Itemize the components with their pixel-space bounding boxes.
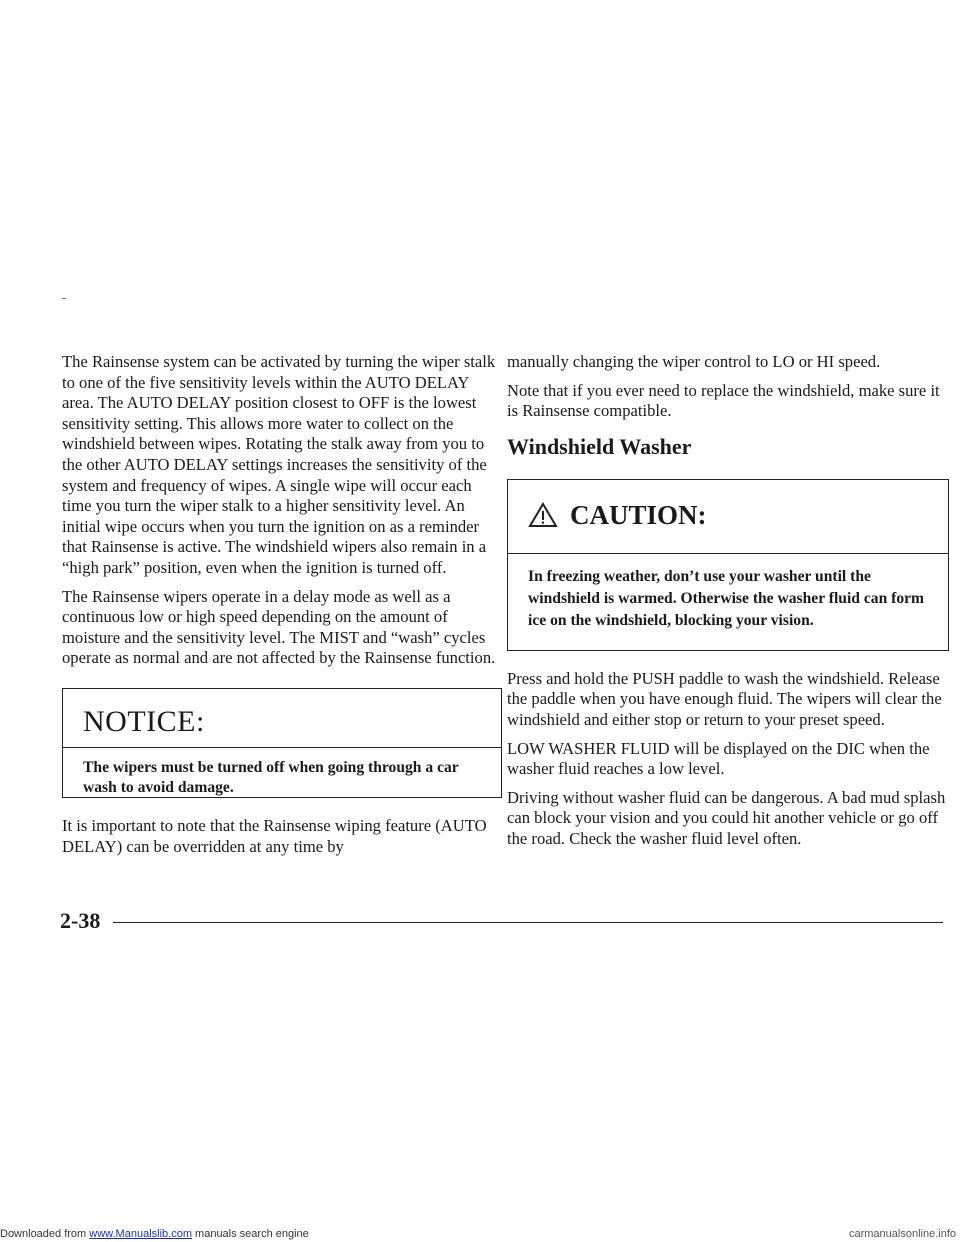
section-title-windshield-washer: Windshield Washer (507, 433, 692, 459)
caution-divider (508, 553, 948, 554)
warning-triangle-icon (528, 502, 558, 528)
paragraph-manual-change: manually changing the wiper control to LO or HI speed. (507, 352, 881, 371)
notice-text: The wipers must be turned off when going through a car wash to avoid damage. (83, 758, 459, 796)
paragraph-driving-without-fluid: Driving without washer fluid can be dangerous. A bad mud splash can block your vision and you could hit another vehicle or go off the road. Check the washer fluid level often. (507, 787, 946, 848)
watermark-text: carmanualsonline.info (848, 1228, 956, 1240)
paragraph-rainsense-activation: The Rainsense system can be activated by turning the wiper stalk to one of the five sensitivity levels within the AUTO DELAY area. The AUTO DELAY position closest to OFF is the lowest sensitivity setting. This allows more water to collect on the windshield between wipes. Rotating the stalk away from you to the other AUTO DELAY settings increases the sensitivity of the system and frequency of wipes. A single wipe will occur each time you turn the wiper stalk to a higher sensitivity level. An initial wipe occurs when you turn the ignition on as a reminder that Rainsense is active. The windshield wipers also remain in a “high park” position, even when the ignition is turned off. (62, 352, 496, 577)
scan-mark (62, 298, 66, 299)
caution-header (528, 500, 707, 531)
banner-suffix: manuals search engine (191, 1228, 309, 1240)
footer-rule (113, 922, 943, 923)
manualslib-link[interactable]: www.Manualslib.com (89, 1228, 192, 1240)
paragraph-windshield-replace: Note that if you ever need to replace the windshield, make sure it is Rainsense compatible. (507, 380, 940, 421)
right-column (507, 352, 949, 858)
notice-box (62, 688, 502, 798)
paragraph-override: It is important to note that the Rainsense wiping feature (AUTO DELAY) can be overridden at any time by (62, 815, 487, 856)
paragraph-rainsense-modes: The Rainsense wipers operate in a delay mode as well as a continuous low or high speed depending on the amount of moisture and the sensitivity level. The MIST and “wash” cycles operate as normal and are not affected by the Rainsense function. (62, 586, 496, 668)
paragraph-low-washer-fluid: LOW WASHER FLUID will be displayed on the DIC when the washer fluid reaches a low level. (507, 738, 930, 779)
caution-text: In freezing weather, don’t use your washer until the windshield is warmed. Otherwise the washer fluid can form ice on the windshield, blocking your vision. (528, 567, 925, 629)
page-number: 2-38 (60, 908, 101, 933)
left-column (62, 352, 502, 865)
paragraph-push-paddle: Press and hold the PUSH paddle to wash the windshield. Release the paddle when you have enough fluid. The wipers will clear the windshield and either stop or return to your preset speed. (507, 668, 942, 729)
banner-text (0, 1226, 309, 1242)
banner-prefix: Downloaded from (0, 1228, 90, 1240)
notice-divider (63, 747, 501, 748)
notice-heading: NOTICE: (83, 704, 205, 738)
caution-box (507, 479, 949, 651)
caution-heading: CAUTION: (570, 499, 707, 530)
download-banner (0, 1226, 960, 1242)
